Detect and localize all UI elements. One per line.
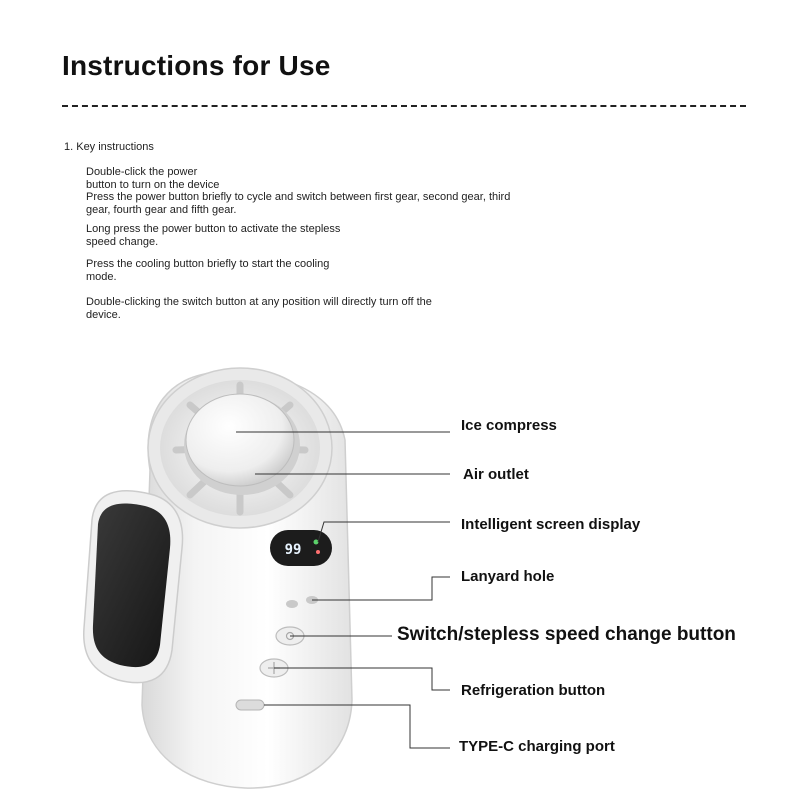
page-title: Instructions for Use <box>62 50 331 81</box>
label-air-outlet: Air outlet <box>463 466 529 483</box>
back-clip <box>84 491 183 683</box>
instruction-stepless: Long press the power button to activate the stepless speed change. <box>86 223 341 248</box>
label-switch-button: Switch/stepless speed change button <box>397 624 736 645</box>
section-heading: 1. Key instructions <box>64 141 154 153</box>
label-screen-display: Intelligent screen display <box>461 516 641 533</box>
label-ice-compress: Ice compress <box>461 417 557 434</box>
instruction-turn-off: Double-clicking the switch button at any position will directly turn off the device. <box>86 296 432 321</box>
display-readout: 99 <box>284 542 302 558</box>
screen-display <box>270 530 332 566</box>
typec-port <box>236 700 264 710</box>
label-typec-port: TYPE-C charging port <box>459 738 615 755</box>
instruction-power-on: Double-click the power button to turn on the device Press the power button briefly to cycle and switch between first gear, second gear, third gear, fourth gear and fifth gear. <box>86 166 511 216</box>
label-lanyard-hole: Lanyard hole <box>461 568 555 585</box>
instruction-cooling: Press the cooling button briefly to start the cooling mode. <box>86 258 330 283</box>
label-refrigeration-button: Refrigeration button <box>461 682 606 699</box>
